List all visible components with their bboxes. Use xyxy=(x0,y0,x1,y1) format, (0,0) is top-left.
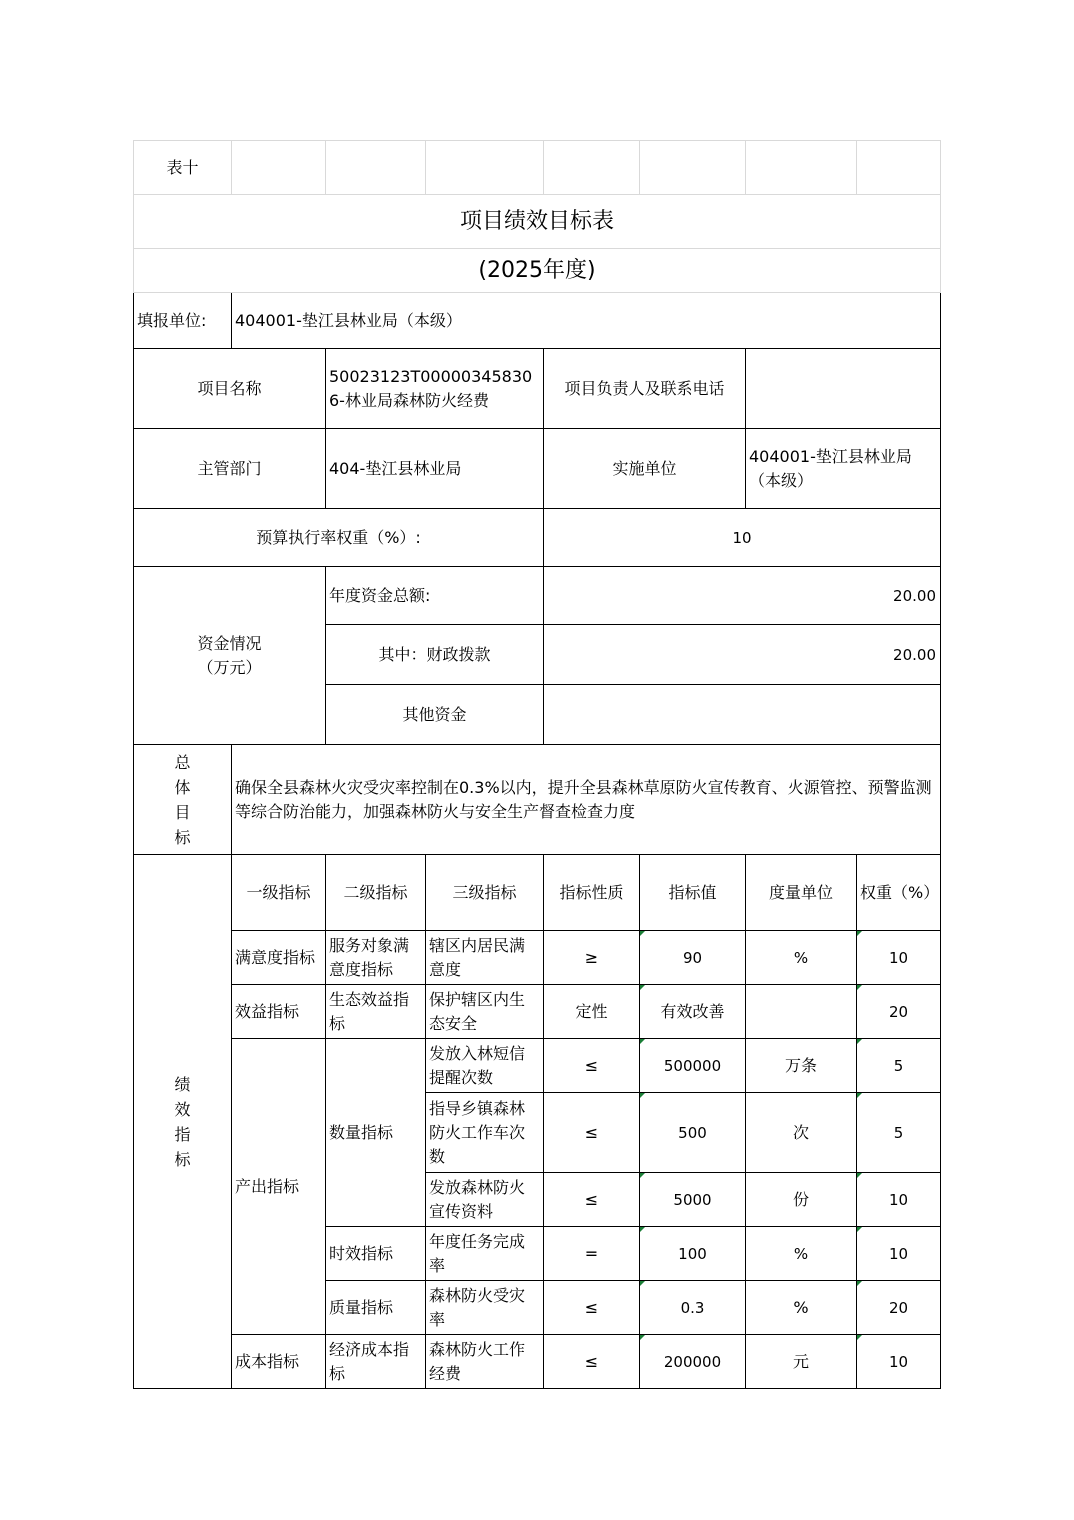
fiscal-value: 20.00 xyxy=(544,625,941,685)
row-unit: % xyxy=(746,1227,857,1281)
impl-unit-value: 404001-垫江县林业局（本级） xyxy=(746,429,941,509)
funds-label: 资金情况 xyxy=(197,633,262,653)
project-name-label: 项目名称 xyxy=(134,349,326,429)
row-l1: 满意度指标 xyxy=(232,931,326,985)
row-unit: 次 xyxy=(746,1093,857,1173)
annual-total-value: 20.00 xyxy=(544,567,941,625)
row-l3: 保护辖区内生态安全 xyxy=(426,985,544,1039)
header-value: 指标值 xyxy=(640,855,746,931)
row-value: 100 xyxy=(640,1227,746,1281)
row-weight: 5 xyxy=(857,1039,941,1093)
performance-table-sheet xyxy=(133,140,941,1389)
row-l2: 数量指标 xyxy=(326,1039,426,1227)
row-unit: 万条 xyxy=(746,1039,857,1093)
row-l3: 森林防火工作经费 xyxy=(426,1335,544,1389)
filing-unit-value: 404001-垫江县林业局（本级） xyxy=(232,293,941,349)
row-nature: = xyxy=(544,1227,640,1281)
row-l2: 经济成本指标 xyxy=(326,1335,426,1389)
table-row xyxy=(134,1335,941,1389)
row-l2: 时效指标 xyxy=(326,1227,426,1281)
row-nature: 定性 xyxy=(544,985,640,1039)
row-weight: 10 xyxy=(857,1227,941,1281)
row-value: 500 xyxy=(640,1093,746,1173)
table-row xyxy=(134,931,941,985)
row-weight: 5 xyxy=(857,1093,941,1173)
row-value: 有效改善 xyxy=(640,985,746,1039)
table-label: 表十 xyxy=(134,141,232,195)
annual-total-label: 年度资金总额: xyxy=(326,567,544,625)
table-row xyxy=(134,1039,941,1093)
row-unit: % xyxy=(746,1281,857,1335)
header-nature: 指标性质 xyxy=(544,855,640,931)
row-value: 5000 xyxy=(640,1173,746,1227)
year-subtitle: (2025年度) xyxy=(134,249,941,293)
header-l3: 三级指标 xyxy=(426,855,544,931)
row-value: 0.3 xyxy=(640,1281,746,1335)
header-l1: 一级指标 xyxy=(232,855,326,931)
impl-unit-label: 实施单位 xyxy=(544,429,746,509)
page-title: 项目绩效目标表 xyxy=(134,195,941,249)
row-l3: 指导乡镇森林防火工作车次数 xyxy=(426,1093,544,1173)
funds-unit: （万元） xyxy=(197,657,262,677)
table-row xyxy=(134,985,941,1039)
row-unit: 元 xyxy=(746,1335,857,1389)
funds-label-cell xyxy=(134,567,326,745)
row-l3: 发放森林防火宣传资料 xyxy=(426,1173,544,1227)
row-unit: 份 xyxy=(746,1173,857,1227)
dept-value: 404-垫江县林业局 xyxy=(326,429,544,509)
row-l3: 辖区内居民满意度 xyxy=(426,931,544,985)
overall-goal-label-cell xyxy=(134,745,232,855)
row-nature: ≤ xyxy=(544,1335,640,1389)
row-l3: 森林防火受灾率 xyxy=(426,1281,544,1335)
header-l2: 二级指标 xyxy=(326,855,426,931)
row-nature: ≤ xyxy=(544,1281,640,1335)
header-weight: 权重（%） xyxy=(857,855,941,931)
row-weight: 20 xyxy=(857,985,941,1039)
row-value: 200000 xyxy=(640,1335,746,1389)
row-l1: 效益指标 xyxy=(232,985,326,1039)
budget-rate-value: 10 xyxy=(544,509,941,567)
perf-label-cell xyxy=(134,855,232,1389)
perf-label: 绩效指标 xyxy=(174,1074,191,1169)
row-weight: 20 xyxy=(857,1281,941,1335)
performance-target-table xyxy=(133,140,941,1389)
project-leader-value xyxy=(746,349,941,429)
row-l3: 年度任务完成率 xyxy=(426,1227,544,1281)
project-name-value: 50023123T000003458306-林业局森林防火经费 xyxy=(326,349,544,429)
project-leader-label: 项目负责人及联系电话 xyxy=(544,349,746,429)
other-funds-label: 其他资金 xyxy=(326,685,544,745)
row-nature: ≥ xyxy=(544,931,640,985)
row-l2: 生态效益指标 xyxy=(326,985,426,1039)
filing-unit-label: 填报单位: xyxy=(134,293,232,349)
overall-goal-text: 确保全县森林火灾受灾率控制在0.3%以内，提升全县森林草原防火宣传教育、火源管控、预警监测等综合防治能力，加强森林防火与安全生产督查检查力度 xyxy=(232,745,941,855)
row-nature: ≤ xyxy=(544,1173,640,1227)
row-nature: ≤ xyxy=(544,1093,640,1173)
row-l2: 质量指标 xyxy=(326,1281,426,1335)
overall-goal-label: 总体目标 xyxy=(174,752,191,847)
row-unit: % xyxy=(746,931,857,985)
budget-rate-label: 预算执行率权重（%）: xyxy=(134,509,544,567)
fiscal-label: 其中：财政拨款 xyxy=(326,625,544,685)
row-l2: 服务对象满意度指标 xyxy=(326,931,426,985)
row-weight: 10 xyxy=(857,1173,941,1227)
row-weight: 10 xyxy=(857,931,941,985)
other-funds-value xyxy=(544,685,941,745)
row-value: 90 xyxy=(640,931,746,985)
row-l1: 成本指标 xyxy=(232,1335,326,1389)
header-unit: 度量单位 xyxy=(746,855,857,931)
row-value: 500000 xyxy=(640,1039,746,1093)
dept-label: 主管部门 xyxy=(134,429,326,509)
row-unit xyxy=(746,985,857,1039)
row-nature: ≤ xyxy=(544,1039,640,1093)
row-weight: 10 xyxy=(857,1335,941,1389)
row-l3: 发放入林短信提醒次数 xyxy=(426,1039,544,1093)
row-l1: 产出指标 xyxy=(232,1039,326,1335)
